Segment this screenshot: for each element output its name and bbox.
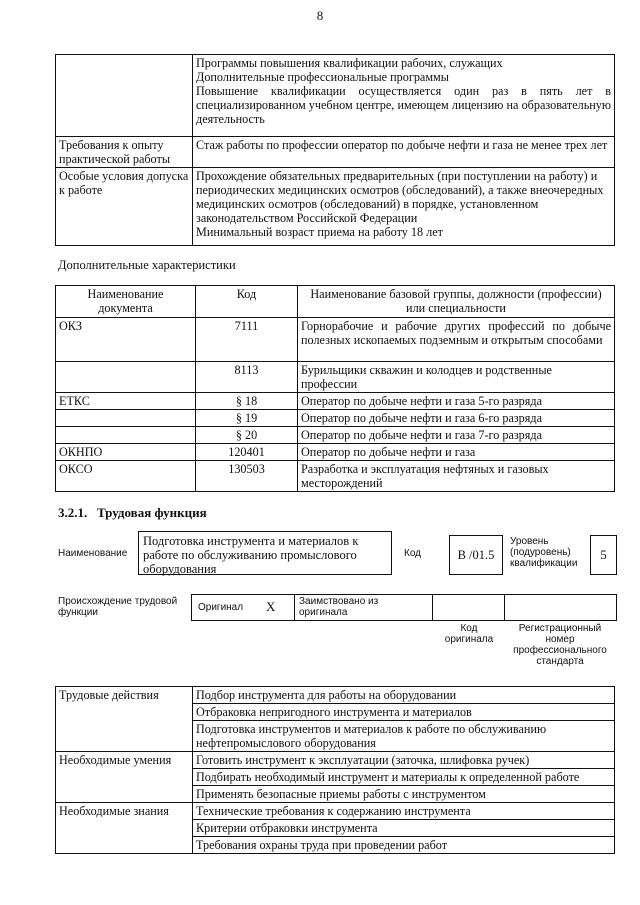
labor-function-table — [55, 686, 615, 854]
doc-cell — [56, 362, 196, 393]
origin-divider — [432, 595, 433, 620]
doc-cell: ОКЗ — [56, 318, 196, 362]
registration-number-caption: Регистрационный номер профессионального стандарта — [513, 623, 607, 667]
name-cell: Бурильщики скважин и колодцев и родственные профессии — [298, 362, 615, 393]
requirements-table — [55, 54, 615, 246]
origin-divider — [294, 595, 295, 620]
table-row — [56, 410, 615, 427]
section-heading — [58, 505, 207, 521]
cell-line: Дополнительные профессиональные программы — [196, 70, 449, 84]
group-label: Трудовые действия — [56, 687, 193, 752]
cell-line: Повышение квалификации осуществляется один раз в пять лет в специализированном учебном центре, имеющем лицензию на образовательную деятельность — [196, 84, 611, 126]
function-code-box — [449, 535, 503, 575]
qualification-level-box — [590, 535, 617, 575]
item-cell: Подбирать необходимый инструмент и материалы к определенной работе — [193, 769, 615, 786]
function-code-value: В /01.5 — [457, 547, 495, 562]
table-row — [56, 687, 615, 704]
item-cell: Готовить инструмент к эксплуатации (заточка, шлифовка ручек) — [193, 752, 615, 769]
section-subtitle: Дополнительные характеристики — [58, 258, 236, 272]
name-cell: Оператор по добыче нефти и газа 6-го разряда — [298, 410, 615, 427]
function-name-box — [138, 531, 392, 575]
section-title: Трудовая функция — [97, 505, 207, 520]
code-cell: § 20 — [196, 427, 298, 444]
table-header-row — [56, 286, 615, 318]
name-cell: Оператор по добыче нефти и газа 5-го разряда — [298, 393, 615, 410]
original-label: Оригинал — [198, 602, 244, 613]
header-document: Наименование документа — [56, 286, 196, 318]
table-row — [56, 461, 615, 492]
function-name-value: Подготовка инструмента и материалов к работе по обслуживанию промыслового оборудования — [143, 534, 359, 576]
table-row — [56, 362, 615, 393]
origin-box — [191, 594, 617, 621]
table-row — [56, 752, 615, 769]
code-cell: § 19 — [196, 410, 298, 427]
cell-line: Прохождение обязательных предварительных (при поступлении на работу) и периодических медицинских осмотров (обследований), а также внеочередных медицинских осмотров (обследований) в порядке, установленном законодательством Российской Федерации — [196, 169, 604, 225]
name-cell: Оператор по добыче нефти и газа 7-го разряда — [298, 427, 615, 444]
name-cell: Разработка и эксплуатация нефтяных и газовых месторождений — [298, 461, 615, 492]
code-cell: 8113 — [196, 362, 298, 393]
row-label — [56, 55, 193, 137]
origin-label: Происхождение трудовой функции — [58, 596, 178, 618]
item-cell: Подбор инструмента для работы на оборудовании — [193, 687, 615, 704]
code-of-original-caption: Код оригинала — [444, 623, 494, 645]
code-cell: 7111 — [196, 318, 298, 362]
header-group-name: Наименование базовой группы, должности (профессии) или специальности — [298, 286, 615, 318]
item-cell: Применять безопасные приемы работы с инструментом — [193, 786, 615, 803]
characteristics-table — [55, 285, 615, 492]
code-label: Код — [404, 548, 422, 559]
qualification-level-value: 5 — [600, 547, 607, 562]
row-label: Требования к опыту практической работы — [56, 137, 193, 168]
doc-cell: ОКСО — [56, 461, 196, 492]
original-mark: X — [266, 599, 276, 614]
row-label: Особые условия допуска к работе — [56, 168, 193, 246]
qualification-level-label: Уровень (подуровень) квалификации — [510, 536, 578, 569]
code-cell: § 18 — [196, 393, 298, 410]
item-cell: Требования охраны труда при проведении работ — [193, 837, 615, 854]
borrowed-label: Заимствовано из оригинала — [299, 596, 379, 618]
doc-cell — [56, 410, 196, 427]
section-number: 3.2.1. — [58, 505, 88, 520]
cell-line: Программы повышения квалификации рабочих, служащих — [196, 56, 503, 70]
name-cell: Горнорабочие и рабочие других профессий по добыче полезных ископаемых подземным и открытым способами — [298, 318, 615, 362]
item-cell: Критерии отбраковки инструмента — [193, 820, 615, 837]
cell-line: Минимальный возраст приема на работу 18 лет — [196, 225, 443, 239]
doc-cell: ОКНПО — [56, 444, 196, 461]
group-label: Необходимые умения — [56, 752, 193, 803]
item-cell: Подготовка инструментов и материалов к работе по обслуживанию нефтепромыслового оборудования — [193, 721, 615, 752]
table-row — [56, 427, 615, 444]
origin-divider — [504, 595, 505, 620]
group-label: Необходимые знания — [56, 803, 193, 854]
table-row — [56, 55, 615, 137]
table-row — [56, 318, 615, 362]
doc-cell: ЕТКС — [56, 393, 196, 410]
table-row — [56, 393, 615, 410]
item-cell: Технические требования к содержанию инструмента — [193, 803, 615, 820]
page-number: 8 — [316, 8, 324, 23]
name-cell: Оператор по добыче нефти и газа — [298, 444, 615, 461]
table-row — [56, 803, 615, 820]
code-cell: 130503 — [196, 461, 298, 492]
name-label: Наименование — [58, 548, 128, 559]
table-row — [56, 137, 615, 168]
item-cell: Отбраковка непригодного инструмента и материалов — [193, 704, 615, 721]
code-cell: 120401 — [196, 444, 298, 461]
header-code: Код — [196, 286, 298, 318]
doc-cell — [56, 427, 196, 444]
table-row — [56, 168, 615, 246]
table-row — [56, 444, 615, 461]
cell-line: Стаж работы по профессии оператор по добыче нефти и газа не менее трех лет — [196, 138, 608, 152]
